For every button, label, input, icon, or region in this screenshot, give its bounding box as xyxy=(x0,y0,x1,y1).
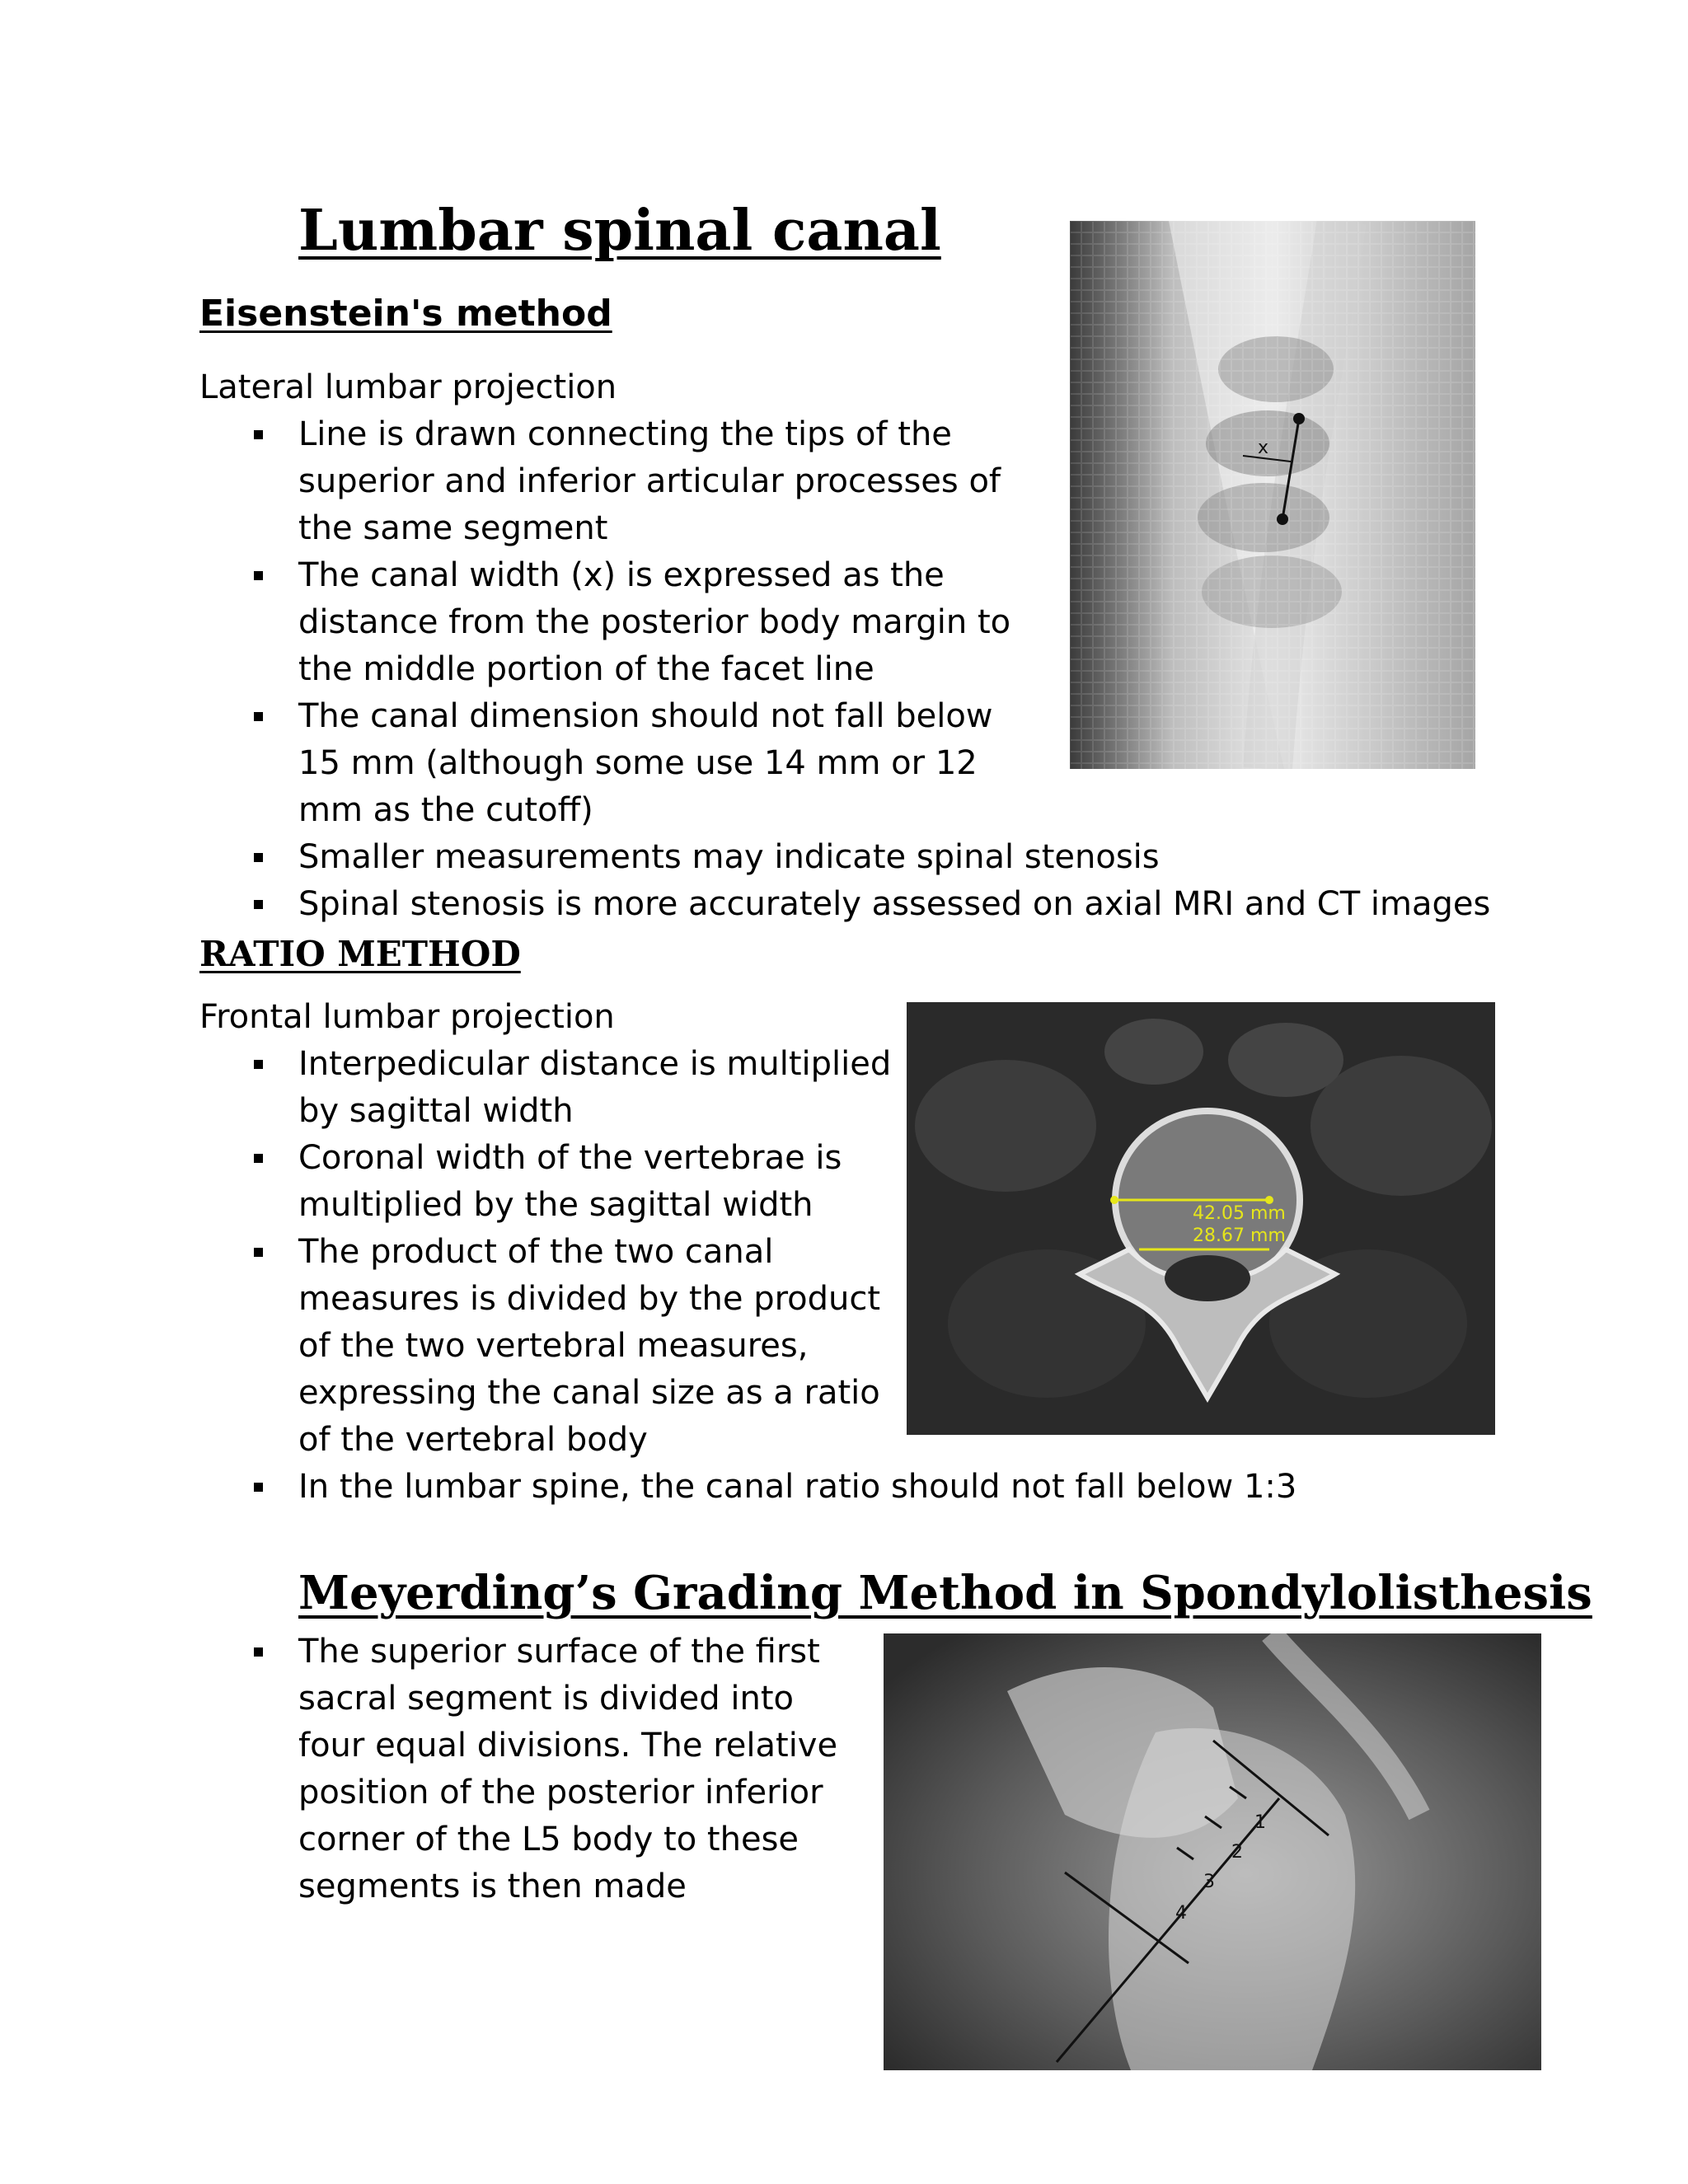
measurement-label: 28.67 mm xyxy=(1193,1226,1286,1246)
measurement-label: 42.05 mm xyxy=(1193,1203,1286,1224)
grade-label: 4 xyxy=(1175,1903,1187,1924)
canal-width-label: x xyxy=(1258,438,1269,458)
eisenstein-heading: Eisenstein's method xyxy=(199,293,612,335)
grade-label: 1 xyxy=(1254,1812,1266,1833)
list-item: Coronal width of the vertebrae is multiplied by the sagittal width xyxy=(298,1135,875,1229)
list-item: Smaller measurements may indicate spinal stenosis xyxy=(298,834,1490,881)
list-item: Spinal stenosis is more accurately assessed on axial MRI and CT images xyxy=(298,881,1490,928)
list-item: In the lumbar spine, the canal ratio should not fall below 1:3 xyxy=(298,1464,1296,1511)
ratio-intro: Frontal lumbar projection xyxy=(199,998,615,1036)
axial-ct-image xyxy=(907,1002,1495,1435)
sacral-xray xyxy=(884,1633,1541,2070)
list-item: The canal width (x) is expressed as the distance from the posterior body margin to the middle portion of the facet line xyxy=(298,552,1040,693)
grade-label: 3 xyxy=(1203,1872,1215,1892)
list-item: The canal dimension should not fall below 15 mm (although some use 14 mm or 12 mm as the cutoff) xyxy=(298,693,1040,834)
eisenstein-intro: Lateral lumbar projection xyxy=(199,368,617,406)
list-item: Interpedicular distance is multiplied by sagittal width xyxy=(298,1041,892,1135)
list-item: The product of the two canal measures is divided by the product of the two vertebral measures, expressing the canal size as a ratio of the vertebral body xyxy=(298,1229,892,1464)
list-item: The superior surface of the first sacral segment is divided into four equal divisions. The relative position of the posterior inferior corner of the L5 body to these segments is then made xyxy=(298,1629,859,1910)
list-item: Line is drawn connecting the tips of the superior and inferior articular processes of the same segment xyxy=(298,411,1040,552)
grade-label: 2 xyxy=(1231,1842,1243,1863)
meyerding-bullet-list xyxy=(298,1629,859,1910)
ratio-heading: RATIO METHOD xyxy=(199,934,521,974)
meyerding-heading: Meyerding’s Grading Method in Spondylolisthesis xyxy=(298,1566,1592,1620)
lateral-lumbar-xray xyxy=(1070,221,1475,769)
page-title: Lumbar spinal canal xyxy=(298,198,941,264)
